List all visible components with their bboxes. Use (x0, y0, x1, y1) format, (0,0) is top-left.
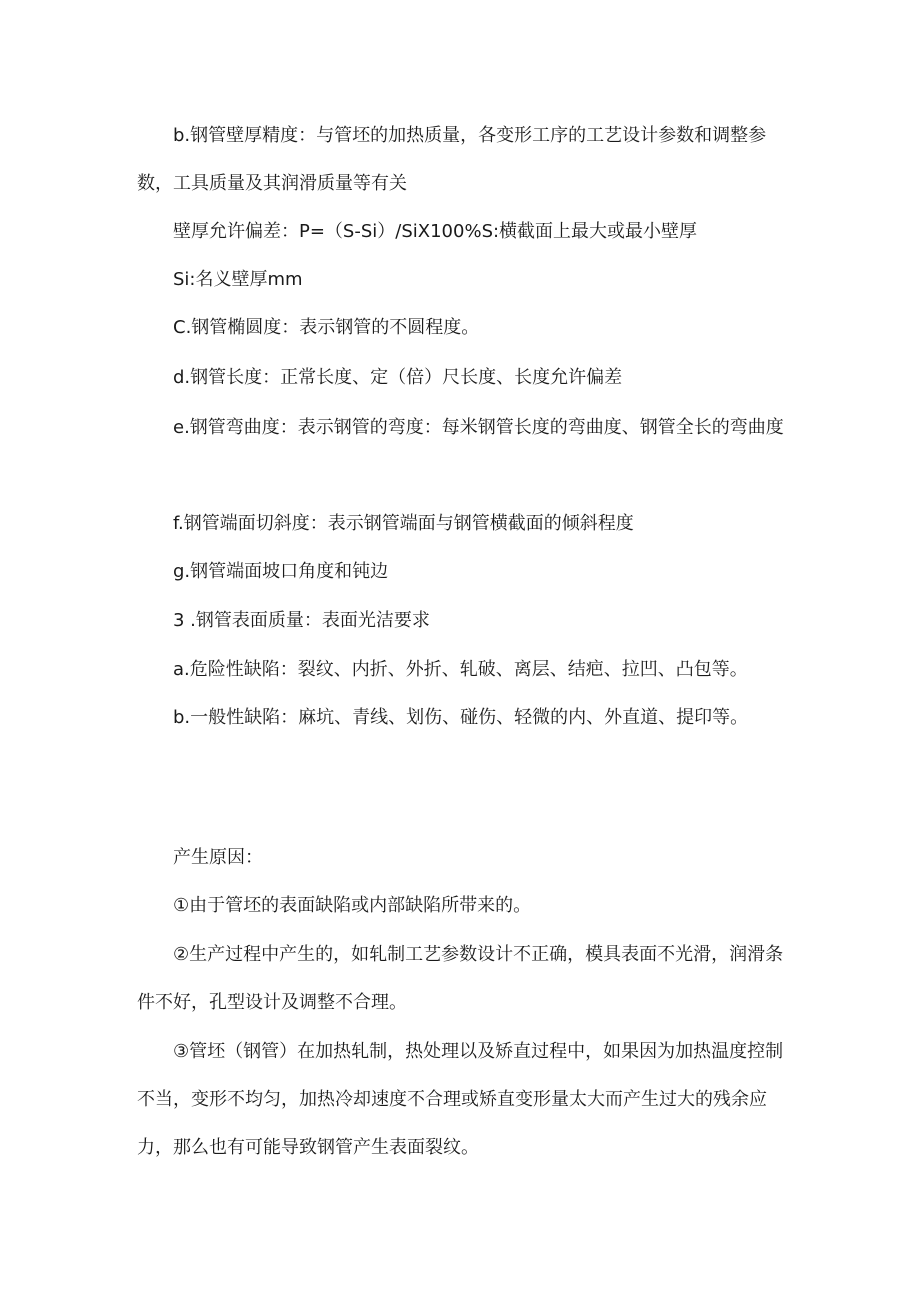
paragraph-cause-3: ③管坯（钢管）在加热轧制，热处理以及矫直过程中，如果因为加热温度控制不当，变形不均匀，加热冷却速度不合理或矫直变形量太大而产生过大的残余应力，那么也有可能导致钢管产生表面裂纹。 (137, 1041, 784, 1158)
paragraph-general-defects: b.一般性缺陷：麻坑、青线、划伤、碰伤、轻微的内、外直道、提印等。 (173, 707, 749, 728)
paragraph-wall-thickness-accuracy: b.钢管壁厚精度：与管坯的加热质量，各变形工序的工艺设计参数和调整参数，工具质量及其润滑质量等有关 (137, 125, 767, 194)
paragraph-groove-angle: g.钢管端面坡口角度和钝边 (173, 561, 389, 582)
paragraph-nominal-thickness: Si:名义壁厚mm (173, 269, 303, 290)
paragraph-end-bevel: f.钢管端面切斜度：表示钢管端面与钢管横截面的倾斜程度 (173, 513, 634, 534)
paragraph-surface-quality: 3 .钢管表面质量：表面光洁要求 (173, 610, 430, 631)
paragraph-dangerous-defects: a.危险性缺陷：裂纹、内折、外折、轧破、离层、结疤、拉凹、凸包等。 (173, 659, 748, 680)
paragraph-cause-1: ①由于管坯的表面缺陷或内部缺陷所带来的。 (173, 895, 532, 916)
paragraph-length: d.钢管长度：正常长度、定（倍）尺长度、长度允许偏差 (173, 367, 623, 388)
paragraph-cause-2: ②生产过程中产生的，如轧制工艺参数设计不正确，模具表面不光滑，润滑条件不好，孔型设计及调整不合理。 (137, 944, 784, 1013)
paragraph-causes-heading: 产生原因： (173, 847, 263, 868)
paragraph-bending: e.钢管弯曲度：表示钢管的弯度：每米钢管长度的弯曲度、钢管全长的弯曲度 (173, 417, 784, 438)
paragraph-ovality: C.钢管椭圆度：表示钢管的不圆程度。 (173, 317, 480, 338)
paragraph-wall-thickness-tolerance: 壁厚允许偏差：P=（S-Si）/SiX100%S:横截面上最大或最小壁厚 (173, 221, 698, 242)
